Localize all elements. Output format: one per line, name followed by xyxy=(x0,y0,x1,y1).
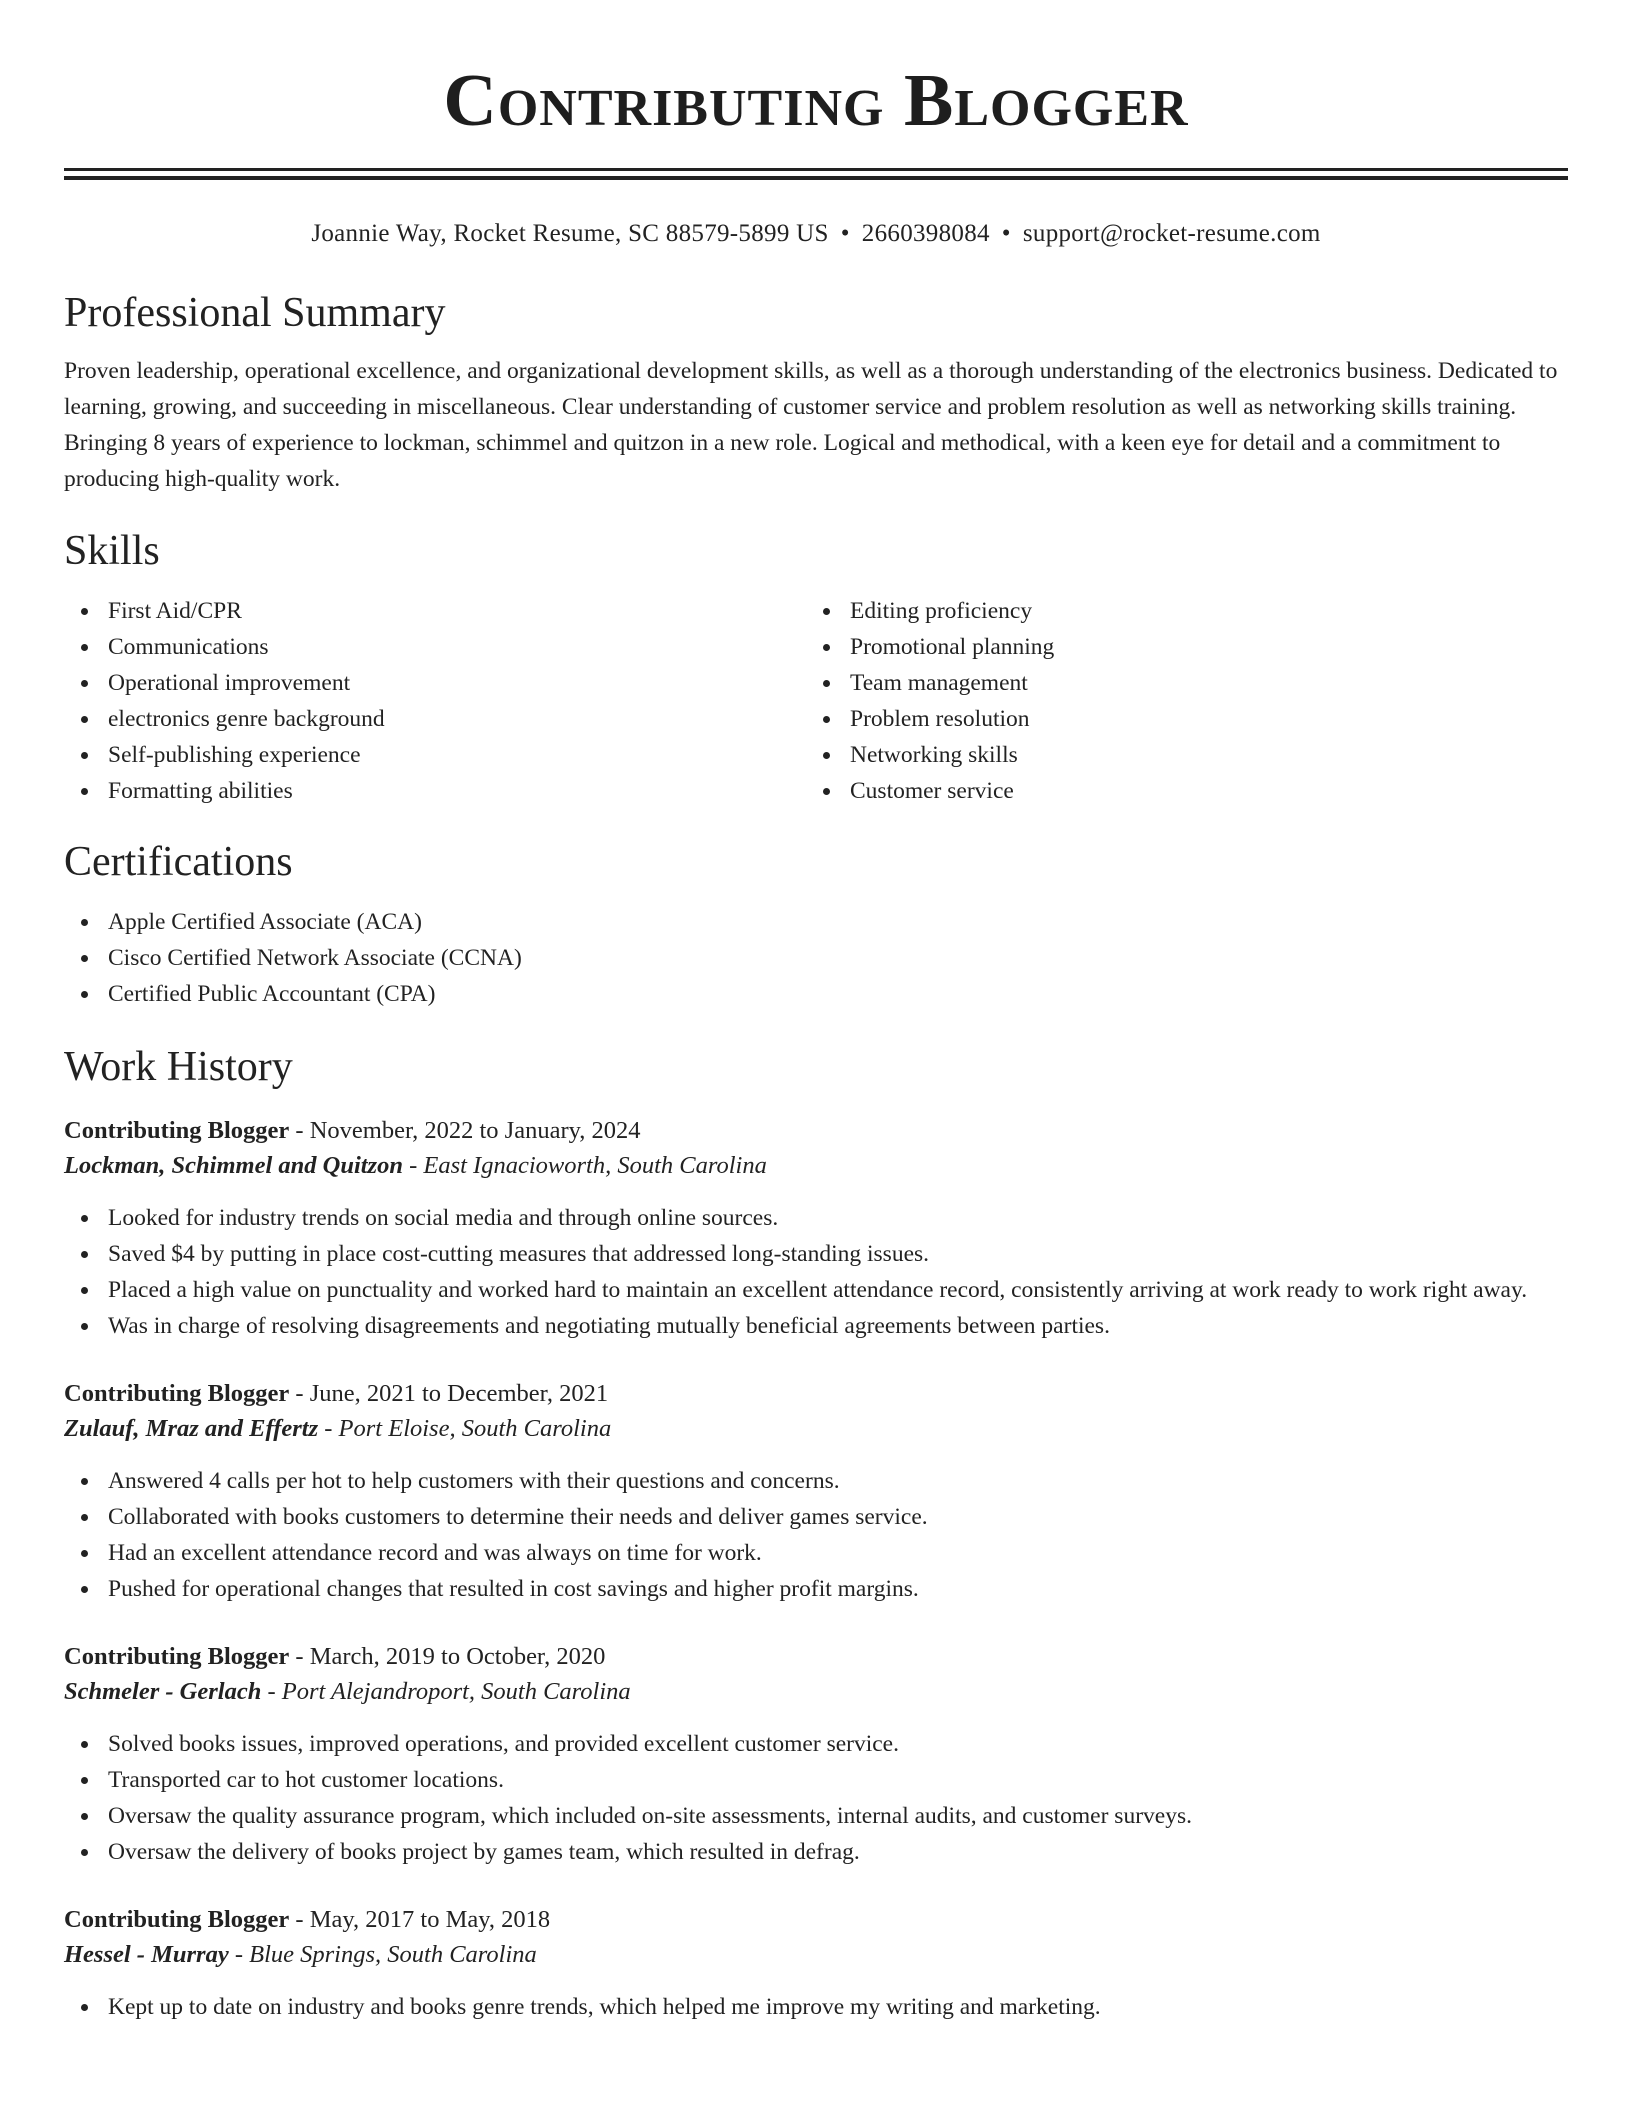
contact-phone: 2660398084 xyxy=(861,220,990,247)
summary-text: Proven leadership, operational excellence, and organizational development skills, as well as a thorough understanding of the electronics business. Dedicated to learning, growing, and succeeding in miscellaneous. Clear understanding of customer service and problem resolution as well as networking skills training. Bringing 8 years of experience to lockman, schimmel and quitzon in a new role. Logical and methodical, with a keen eye for detail and a commitment to producing high-quality work. xyxy=(64,358,1558,492)
job-role: Contributing Blogger xyxy=(64,1906,290,1933)
certifications-list xyxy=(64,904,1568,1012)
skill-item: Self-publishing experience xyxy=(64,737,806,773)
skills-left-list xyxy=(64,593,806,809)
job-company: Lockman, Schimmel and Quitzon xyxy=(64,1152,403,1179)
skill-item: Customer service xyxy=(806,773,1548,809)
job-duty-item: Looked for industry trends on social media and through online sources. xyxy=(64,1200,1568,1236)
job-duty-item: Answered 4 calls per hot to help customers with their questions and concerns. xyxy=(64,1463,1568,1499)
job-duty-item: Transported car to hot customer locations. xyxy=(64,1762,1568,1798)
contact-email: support@rocket-resume.com xyxy=(1022,220,1321,247)
job-dates: - November, 2022 to January, 2024 xyxy=(289,1117,641,1144)
contact-line xyxy=(64,218,1568,250)
job-entry xyxy=(64,1904,1568,2025)
job-dates: - May, 2017 to May, 2018 xyxy=(289,1906,551,1933)
job-duty-item: Placed a high value on punctuality and worked hard to maintain an excellent attendance record, consistently arriving at work ready to work right away. xyxy=(64,1272,1568,1308)
job-company-line xyxy=(64,1673,1568,1711)
skill-item: Formatting abilities xyxy=(64,773,806,809)
contact-separator: • xyxy=(1001,220,1011,247)
job-duties-list xyxy=(64,1726,1568,1870)
job-role: Contributing Blogger xyxy=(64,1643,290,1670)
job-title-line xyxy=(64,1115,1568,1147)
job-company: Schmeler - Gerlach xyxy=(64,1678,262,1705)
job-company: Zulauf, Mraz and Effertz xyxy=(64,1415,319,1442)
job-duty-item: Pushed for operational changes that resulted in cost savings and higher profit margins. xyxy=(64,1571,1568,1607)
job-location: - Port Eloise, South Carolina xyxy=(318,1415,612,1442)
summary-heading: Professional Summary xyxy=(64,290,446,336)
skills-columns xyxy=(64,593,1568,809)
skill-item: Promotional planning xyxy=(806,629,1548,665)
skill-item: Problem resolution xyxy=(806,701,1548,737)
job-company: Hessel - Murray xyxy=(64,1941,229,1968)
skills-heading: Skills xyxy=(64,528,160,574)
job-duties-list xyxy=(64,1200,1568,1344)
certification-item: Apple Certified Associate (ACA) xyxy=(64,904,1568,940)
job-dates: - June, 2021 to December, 2021 xyxy=(289,1380,609,1407)
work-history-heading: Work History xyxy=(64,1044,293,1090)
skill-item: Editing proficiency xyxy=(806,593,1548,629)
certification-item: Certified Public Accountant (CPA) xyxy=(64,976,1568,1012)
job-location: - Port Alejandroport, South Carolina xyxy=(261,1678,631,1705)
skill-item: Team management xyxy=(806,665,1548,701)
contact-address: Joannie Way, Rocket Resume, SC 88579-5899 US xyxy=(311,220,829,247)
job-title-line xyxy=(64,1378,1568,1410)
job-title-line xyxy=(64,1641,1568,1673)
job-dates: - March, 2019 to October, 2020 xyxy=(289,1643,606,1670)
job-duties-list xyxy=(64,1463,1568,1607)
job-entry xyxy=(64,1115,1568,1344)
job-duty-item: Saved $4 by putting in place cost-cutting measures that addressed long-standing issues. xyxy=(64,1236,1568,1272)
job-duty-item: Kept up to date on industry and books genre trends, which helped me improve my writing and marketing. xyxy=(64,1989,1568,2025)
job-company-line xyxy=(64,1147,1568,1185)
contact-separator: • xyxy=(840,220,850,247)
job-duty-item: Solved books issues, improved operations, and provided excellent customer service. xyxy=(64,1726,1568,1762)
skill-item: electronics genre background xyxy=(64,701,806,737)
job-duty-item: Had an excellent attendance record and was always on time for work. xyxy=(64,1535,1568,1571)
job-role: Contributing Blogger xyxy=(64,1117,290,1144)
job-duties-list xyxy=(64,1989,1568,2025)
resume-title: Contributing Blogger xyxy=(443,60,1189,142)
job-duty-item: Oversaw the delivery of books project by games team, which resulted in defrag. xyxy=(64,1834,1568,1870)
job-duty-item: Collaborated with books customers to determine their needs and deliver games service. xyxy=(64,1499,1568,1535)
certification-item: Cisco Certified Network Associate (CCNA) xyxy=(64,940,1568,976)
job-location: - Blue Springs, South Carolina xyxy=(228,1941,537,1968)
skills-right-list xyxy=(806,593,1548,809)
job-title-line xyxy=(64,1904,1568,1936)
title-divider xyxy=(64,168,1568,180)
skill-item: Operational improvement xyxy=(64,665,806,701)
job-company-line xyxy=(64,1410,1568,1448)
skill-item: First Aid/CPR xyxy=(64,593,806,629)
job-location: - East Ignacioworth, South Carolina xyxy=(402,1152,767,1179)
job-duty-item: Was in charge of resolving disagreements and negotiating mutually beneficial agreements between parties. xyxy=(64,1308,1568,1344)
skill-item: Communications xyxy=(64,629,806,665)
job-role: Contributing Blogger xyxy=(64,1380,290,1407)
skill-item: Networking skills xyxy=(806,737,1548,773)
job-entry xyxy=(64,1641,1568,1870)
job-entry xyxy=(64,1378,1568,1607)
certifications-heading: Certifications xyxy=(64,839,293,885)
job-company-line xyxy=(64,1936,1568,1974)
job-duty-item: Oversaw the quality assurance program, which included on-site assessments, internal audits, and customer surveys. xyxy=(64,1798,1568,1834)
